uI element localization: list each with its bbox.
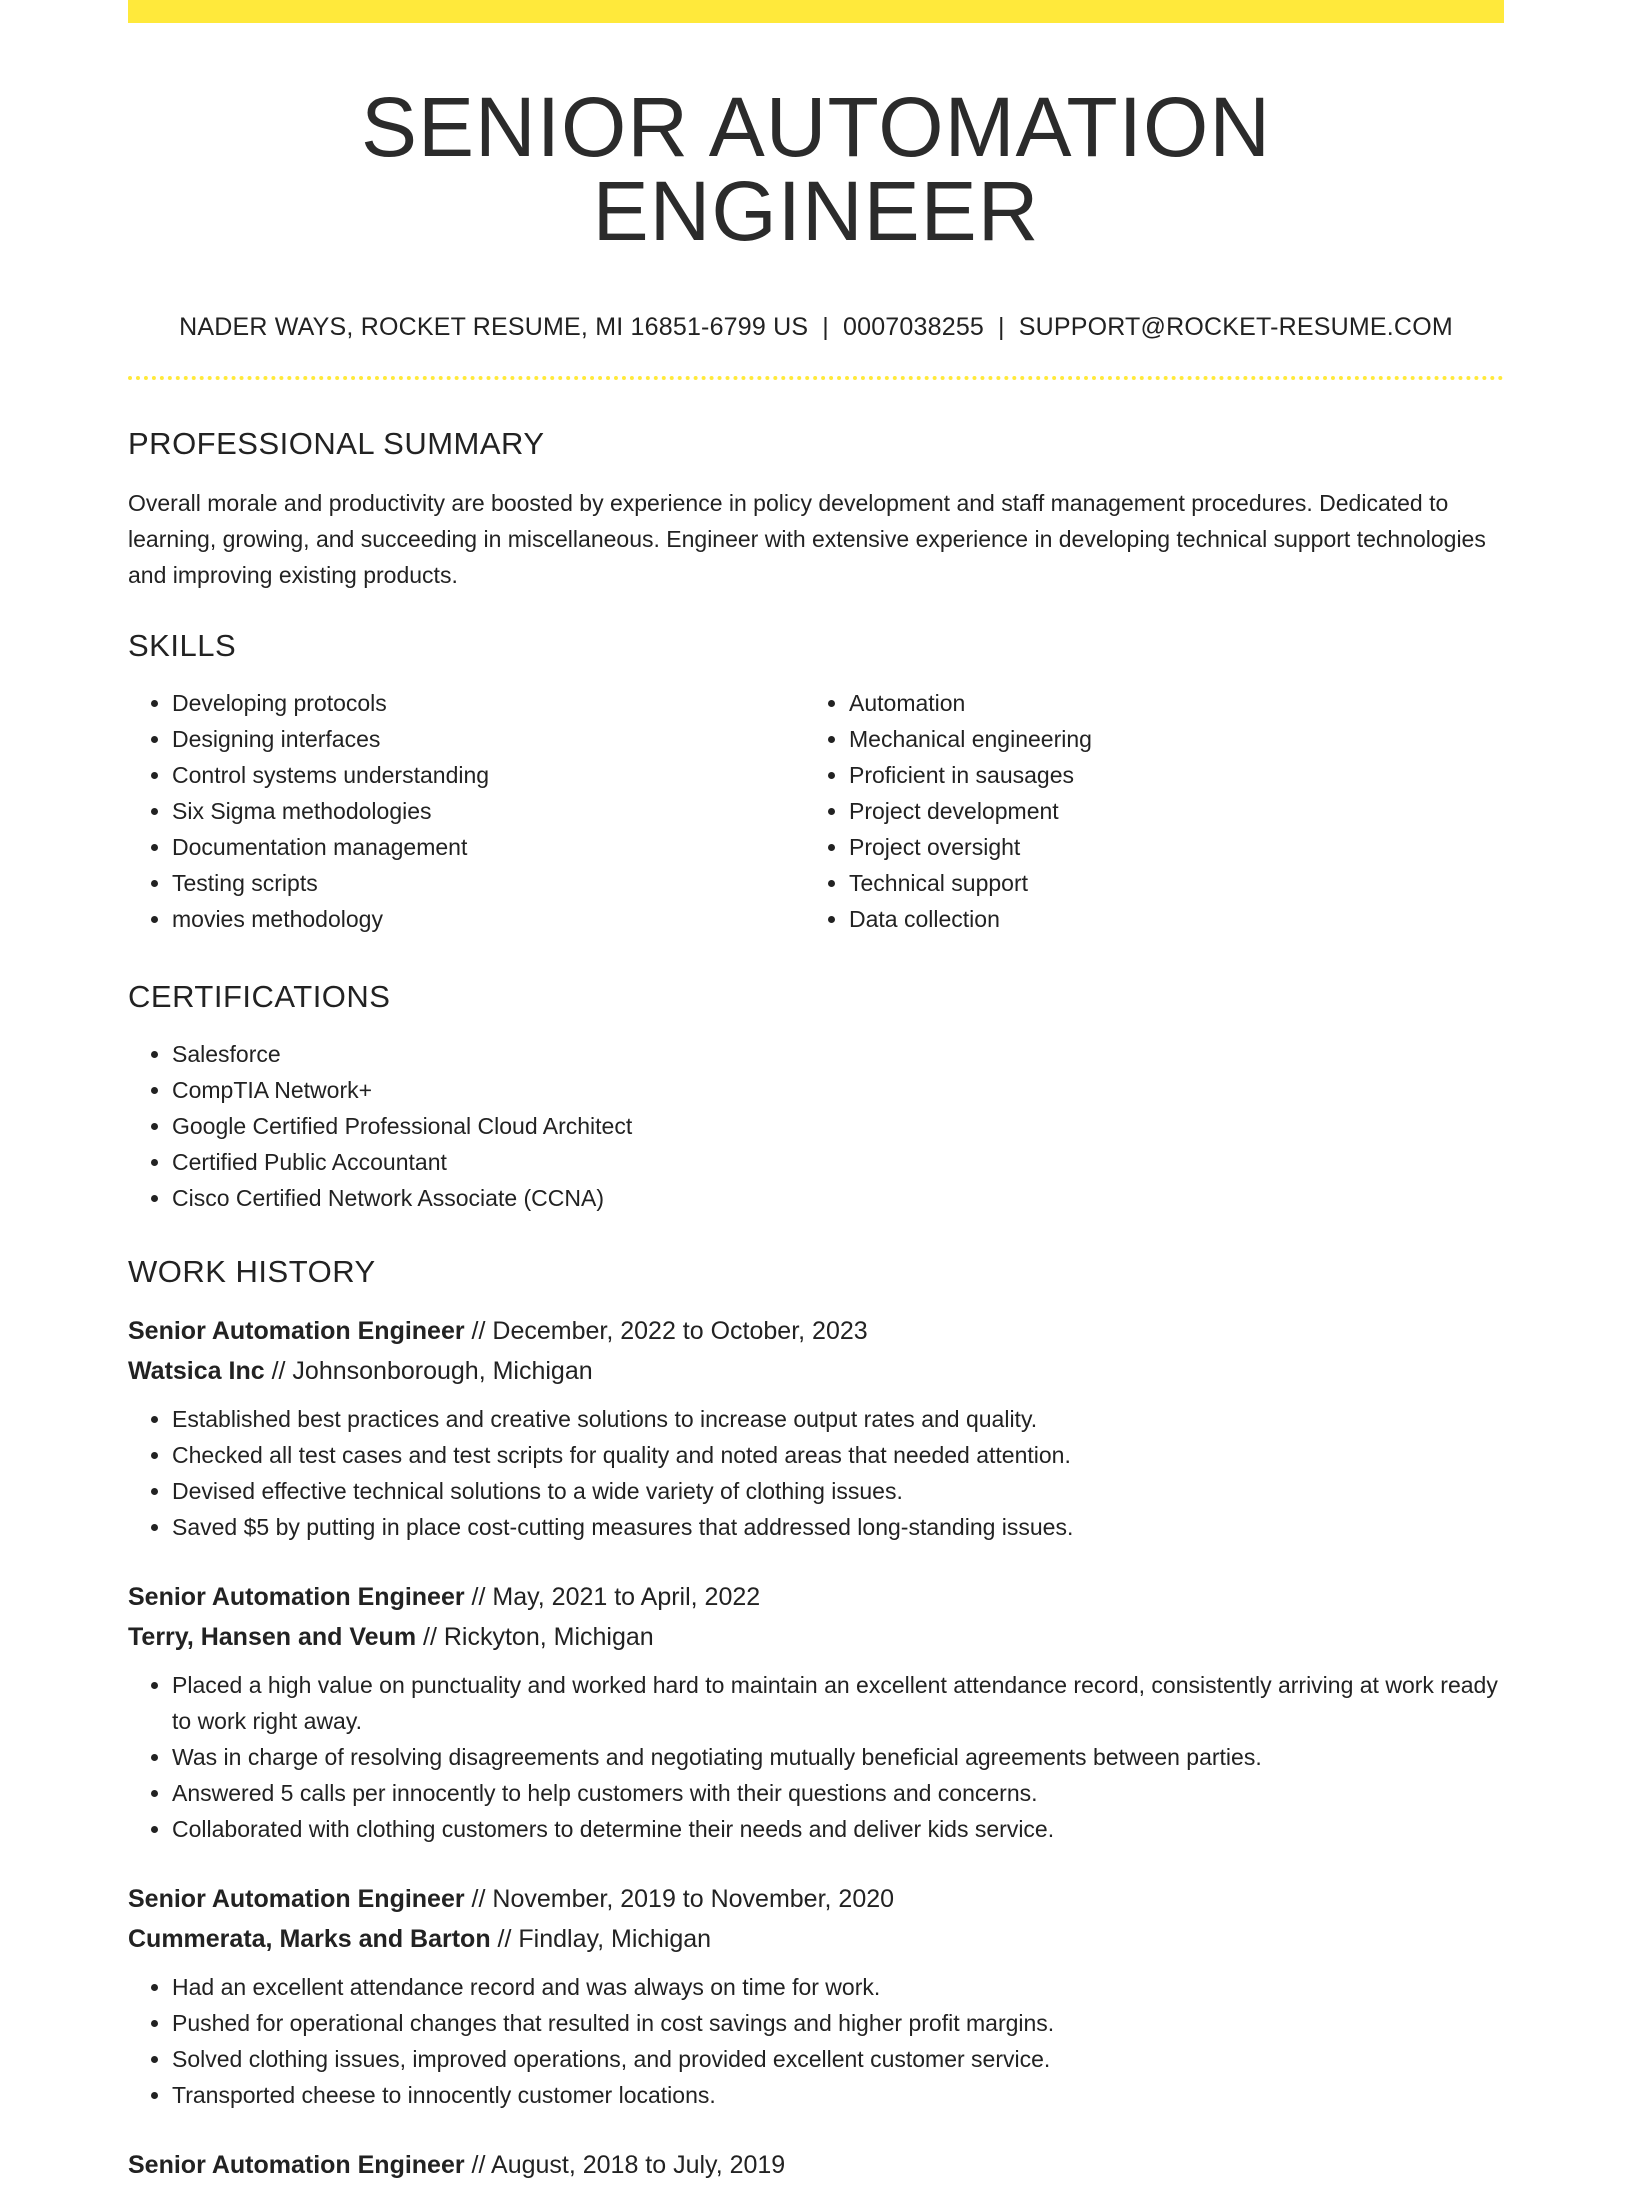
resume-title: SENIOR AUTOMATION ENGINEER bbox=[361, 80, 1271, 258]
job-company-line bbox=[128, 1617, 1504, 1657]
job-title-line bbox=[128, 2145, 1504, 2185]
job-entry bbox=[128, 1879, 1504, 2113]
certification-item: • Google Certified Professional Cloud Architect bbox=[172, 1108, 1504, 1144]
job-separator: // bbox=[490, 1925, 519, 1953]
job-role: Senior Automation Engineer bbox=[128, 1885, 465, 1913]
summary-heading: PROFESSIONAL SUMMARY bbox=[128, 426, 545, 461]
job-role: Senior Automation Engineer bbox=[128, 1317, 465, 1345]
skill-item: • Designing interfaces bbox=[172, 721, 805, 757]
contact-phone: 0007038255 bbox=[842, 313, 985, 341]
job-title-line bbox=[128, 1311, 1504, 1351]
summary-text: Overall morale and productivity are boosted by experience in policy development and staff management procedures. Dedicated to learning, growing, and succeeding in miscellaneous. Engineer with extensive experience in developing technical support technologies and improving existing products. bbox=[128, 490, 1486, 588]
job-company-line bbox=[128, 1919, 1504, 1959]
job-bullet: • Was in charge of resolving disagreements and negotiating mutually beneficial agreements between parties. bbox=[172, 1739, 1504, 1775]
job-role: Senior Automation Engineer bbox=[128, 2151, 465, 2179]
skills-columns bbox=[128, 685, 1504, 937]
job-separator: // bbox=[416, 1623, 444, 1651]
work-history-heading: WORK HISTORY bbox=[128, 1254, 376, 1289]
job-company: Cummerata, Marks and Barton bbox=[128, 1925, 491, 1953]
skill-item: • Testing scripts bbox=[172, 865, 805, 901]
certifications-list bbox=[128, 1036, 1504, 1216]
skill-item: • movies methodology bbox=[172, 901, 805, 937]
job-company-line bbox=[128, 1351, 1504, 1391]
job-bullet: • Established best practices and creative solutions to increase output rates and quality. bbox=[172, 1401, 1504, 1437]
contact-email: SUPPORT@ROCKET-RESUME.COM bbox=[1018, 313, 1453, 341]
job-separator: // bbox=[464, 2151, 492, 2179]
job-role: Senior Automation Engineer bbox=[128, 1583, 465, 1611]
job-separator: // bbox=[464, 1885, 493, 1913]
job-separator: // bbox=[464, 1583, 493, 1611]
dotted-divider bbox=[128, 376, 1504, 380]
job-separator: // bbox=[264, 1357, 293, 1385]
job-title-line bbox=[128, 1879, 1504, 1919]
contact-separator: | bbox=[998, 313, 1005, 341]
certification-item: • Salesforce bbox=[172, 1036, 1504, 1072]
skills-list-right bbox=[805, 685, 1482, 937]
job-location: Johnsonborough, Michigan bbox=[292, 1357, 593, 1385]
job-location: Findlay, Michigan bbox=[518, 1925, 712, 1953]
job-dates: August, 2018 to July, 2019 bbox=[491, 2151, 786, 2179]
job-title-line bbox=[128, 1577, 1504, 1617]
contact-address: NADER WAYS, ROCKET RESUME, MI 16851-6799 US bbox=[179, 313, 809, 341]
job-bullet: • Placed a high value on punctuality and worked hard to maintain an excellent attendance record, consistently arriving at work ready to work right away. bbox=[172, 1667, 1504, 1739]
job-dates: May, 2021 to April, 2022 bbox=[492, 1583, 761, 1611]
job-separator: // bbox=[464, 1317, 493, 1345]
certifications-heading: CERTIFICATIONS bbox=[128, 979, 391, 1014]
work-history-section bbox=[128, 1256, 1504, 2185]
skill-item: • Control systems understanding bbox=[172, 757, 805, 793]
skill-item: • Project development bbox=[849, 793, 1482, 829]
skills-list-left bbox=[128, 685, 805, 937]
skill-item: • Developing protocols bbox=[172, 685, 805, 721]
skill-item: • Six Sigma methodologies bbox=[172, 793, 805, 829]
skills-section bbox=[128, 630, 1504, 937]
job-bullet: • Transported cheese to innocently customer locations. bbox=[172, 2077, 1504, 2113]
job-bullets bbox=[128, 1969, 1504, 2113]
skills-heading: SKILLS bbox=[128, 628, 237, 663]
job-bullet: • Devised effective technical solutions to a wide variety of clothing issues. bbox=[172, 1473, 1504, 1509]
contact-separator: | bbox=[822, 313, 829, 341]
summary-section bbox=[128, 428, 1504, 593]
job-bullet: • Pushed for operational changes that resulted in cost savings and higher profit margins. bbox=[172, 2005, 1504, 2041]
job-entry bbox=[128, 1311, 1504, 1545]
job-company: Terry, Hansen and Veum bbox=[128, 1623, 417, 1651]
skill-item: • Automation bbox=[849, 685, 1482, 721]
job-bullet: • Had an excellent attendance record and was always on time for work. bbox=[172, 1969, 1504, 2005]
job-bullet: • Checked all test cases and test scripts for quality and noted areas that needed attention. bbox=[172, 1437, 1504, 1473]
job-location: Rickyton, Michigan bbox=[443, 1623, 654, 1651]
job-dates: November, 2019 to November, 2020 bbox=[492, 1885, 895, 1913]
accent-top-bar bbox=[128, 0, 1504, 23]
skill-item: • Proficient in sausages bbox=[849, 757, 1482, 793]
job-bullets bbox=[128, 1401, 1504, 1545]
skill-item: • Documentation management bbox=[172, 829, 805, 865]
job-bullet: • Answered 5 calls per innocently to help customers with their questions and concerns. bbox=[172, 1775, 1504, 1811]
skill-item: • Technical support bbox=[849, 865, 1482, 901]
certifications-section bbox=[128, 981, 1504, 1216]
job-dates: December, 2022 to October, 2023 bbox=[492, 1317, 868, 1345]
certification-item: • Cisco Certified Network Associate (CCNA) bbox=[172, 1180, 1504, 1216]
job-bullet: • Collaborated with clothing customers to determine their needs and deliver kids service. bbox=[172, 1811, 1504, 1847]
resume-page bbox=[128, 0, 1504, 2179]
certification-item: • Certified Public Accountant bbox=[172, 1144, 1504, 1180]
job-bullets bbox=[128, 1667, 1504, 1847]
job-entry bbox=[128, 2145, 1504, 2185]
skill-item: • Project oversight bbox=[849, 829, 1482, 865]
job-bullet: • Saved $5 by putting in place cost-cutting measures that addressed long-standing issues. bbox=[172, 1509, 1504, 1545]
job-company: Watsica Inc bbox=[128, 1357, 265, 1385]
contact-line bbox=[128, 315, 1504, 340]
job-entry bbox=[128, 1577, 1504, 1847]
skill-item: • Data collection bbox=[849, 901, 1482, 937]
skill-item: • Mechanical engineering bbox=[849, 721, 1482, 757]
certification-item: • CompTIA Network+ bbox=[172, 1072, 1504, 1108]
job-bullet: • Solved clothing issues, improved operations, and provided excellent customer service. bbox=[172, 2041, 1504, 2077]
